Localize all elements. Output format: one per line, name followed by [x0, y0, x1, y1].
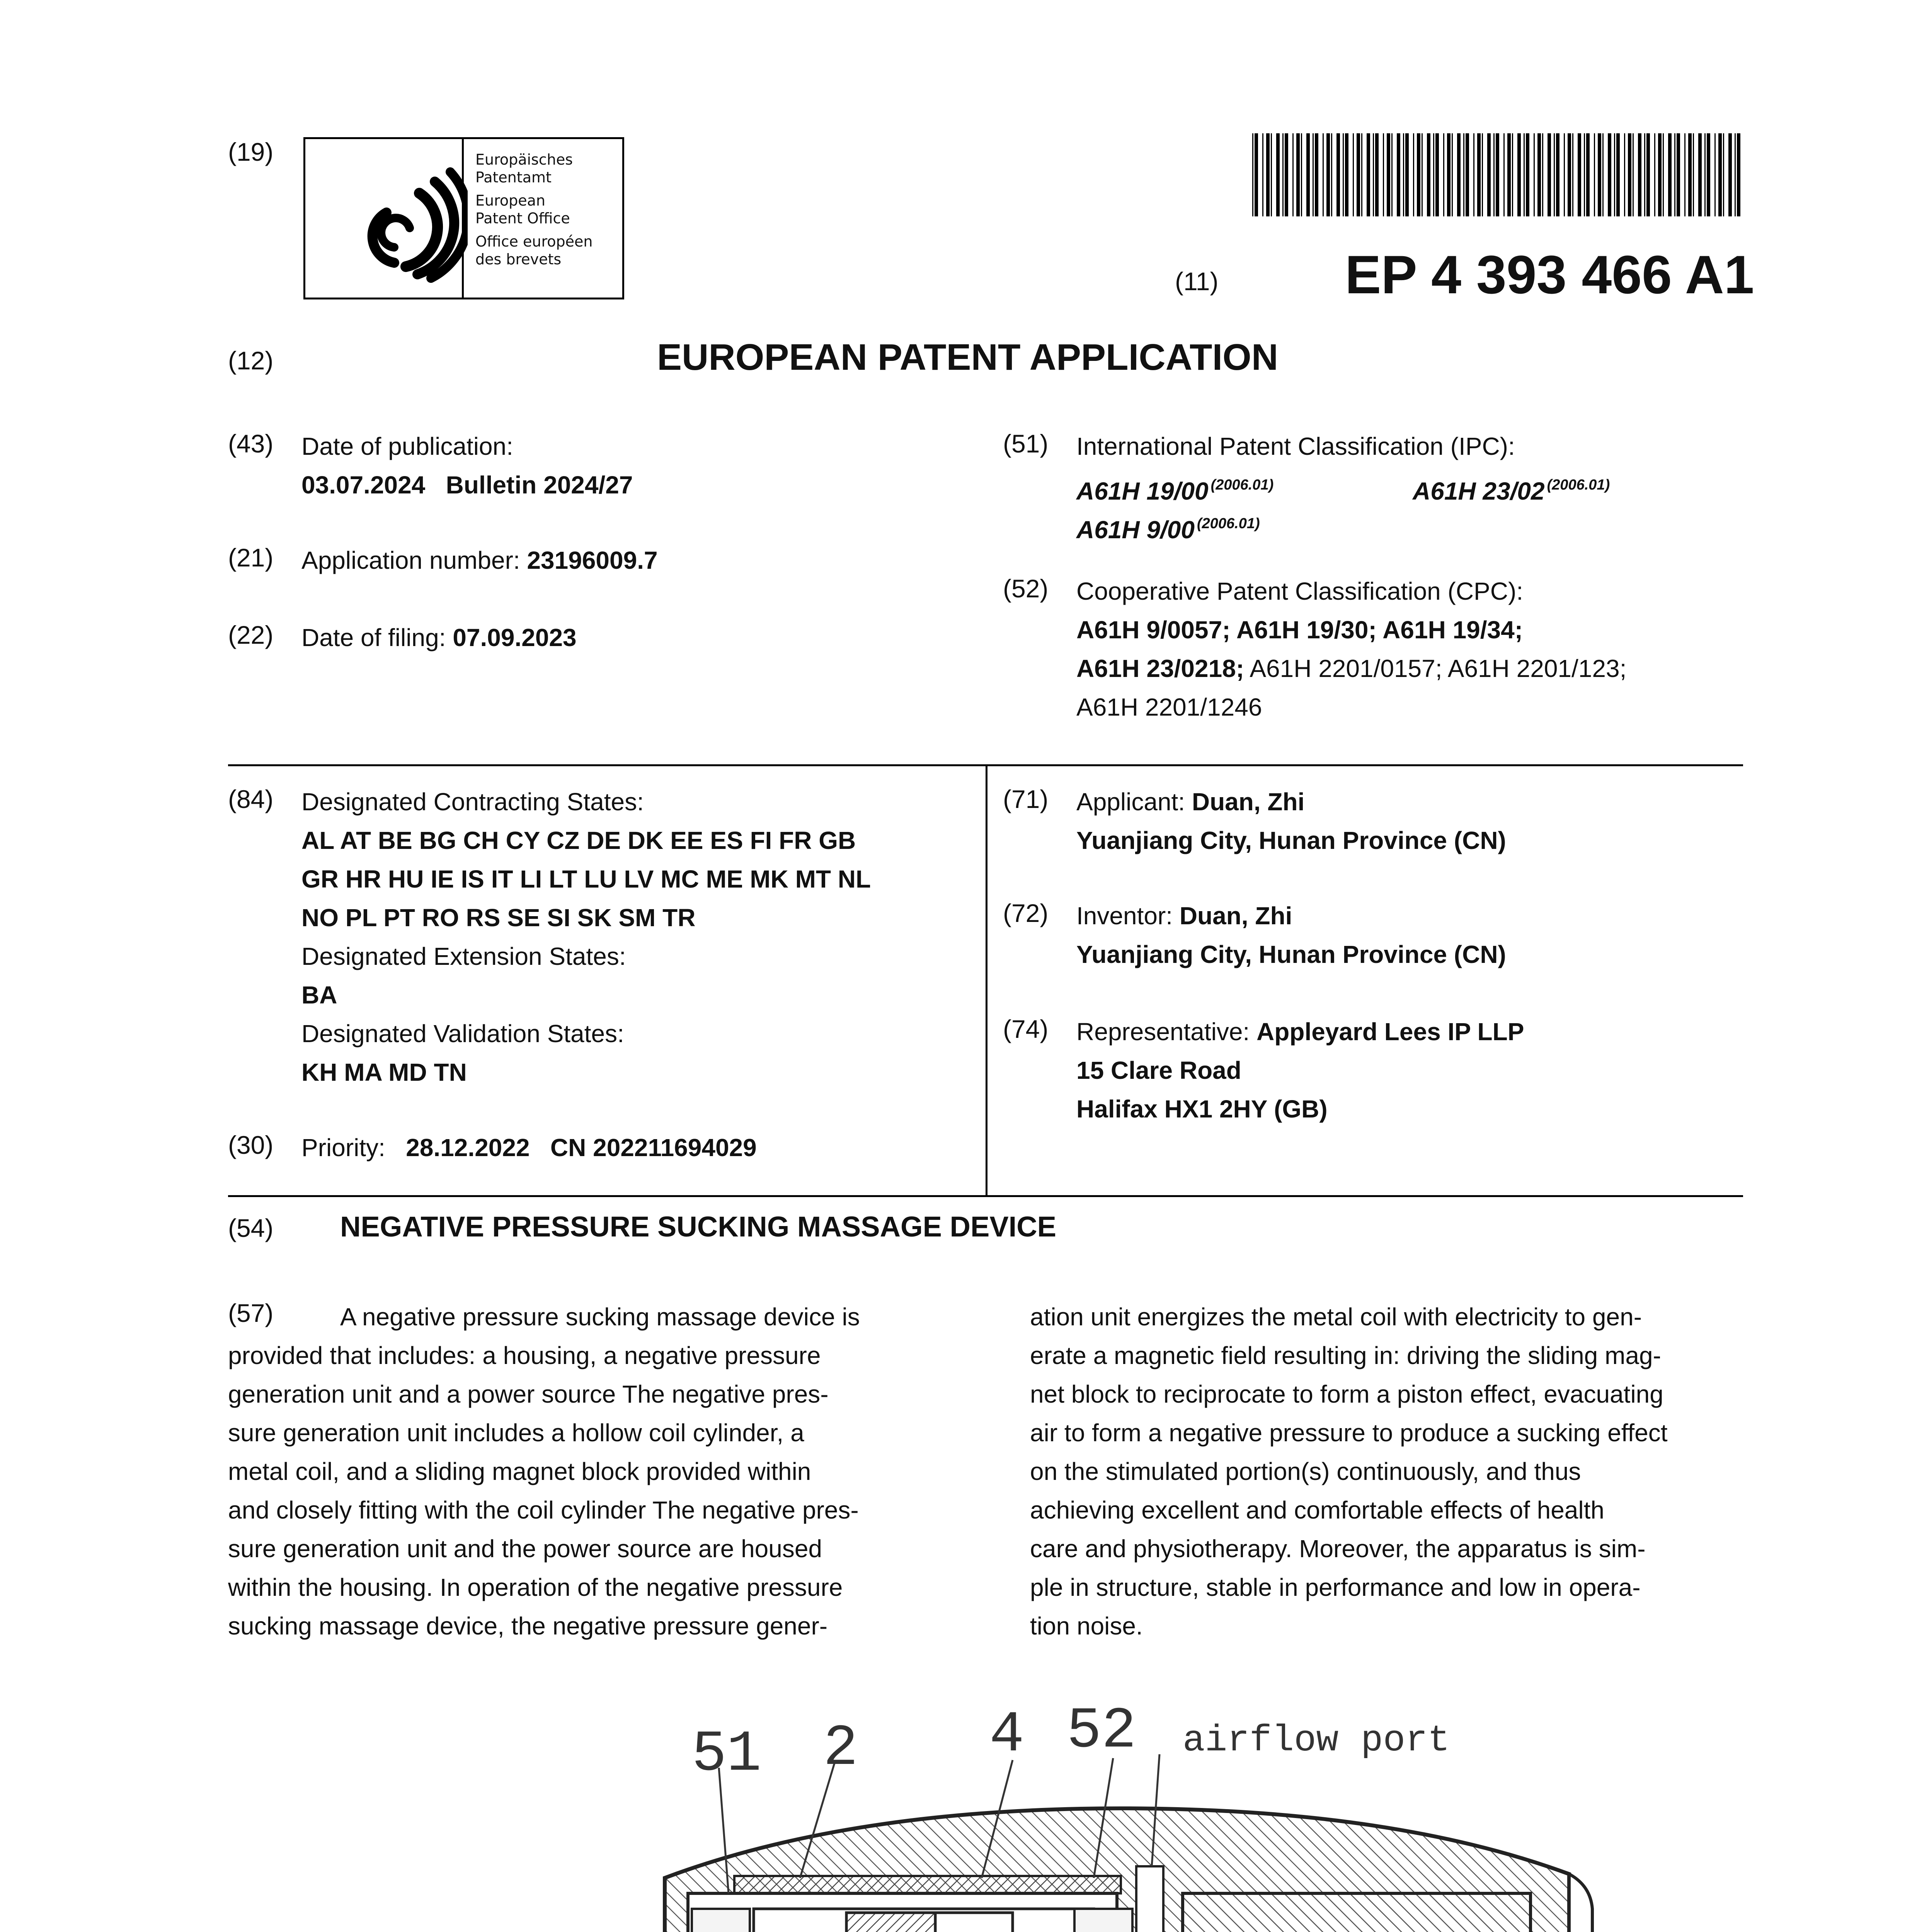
- inventor-address: Yuanjiang City, Hunan Province (CN): [1076, 940, 1506, 968]
- abstract-line: sure generation unit and the power source are housed: [228, 1535, 822, 1563]
- inid-71: (71): [1003, 785, 1049, 813]
- abstract-column-1: [228, 1298, 943, 1645]
- inid-52: (52): [1003, 574, 1049, 603]
- abstract-line: A negative pressure sucking massage device is: [340, 1303, 860, 1331]
- abstract-line: on the stimulated portion(s) continuously, and thus: [1030, 1458, 1581, 1485]
- abstract-line: within the housing. In operation of the negative pressure: [228, 1573, 843, 1601]
- publication-date-value: 03.07.2024 Bulletin 2024/27: [301, 471, 633, 499]
- inid-74: (74): [1003, 1015, 1049, 1043]
- cpc-line-1: A61H 9/0057; A61H 19/30; A61H 19/34;: [1076, 616, 1523, 644]
- ipc-code-2: A61H 23/02: [1413, 477, 1545, 505]
- ipc-code-3: A61H 9/00: [1076, 516, 1195, 544]
- applicant-address: Yuanjiang City, Hunan Province (CN): [1076, 827, 1506, 854]
- inid-11: (11): [1175, 267, 1219, 296]
- abstract-line: sucking massage device, the negative pressure gener-: [228, 1612, 828, 1640]
- application-number-value: 23196009.7: [527, 546, 658, 574]
- inid-84: (84): [228, 785, 274, 813]
- abstract-line: erate a magnetic field resulting in: driving the sliding mag-: [1030, 1342, 1661, 1369]
- abstract-line: sure generation unit includes a hollow coil cylinder, a: [228, 1419, 804, 1447]
- inid-19: (19): [228, 138, 274, 166]
- right-magnet: [1074, 1909, 1132, 1932]
- applicant-label: Applicant:: [1076, 788, 1192, 816]
- cpc-line-2-rest: A61H 2201/0157; A61H 2201/123;: [1244, 655, 1627, 682]
- abstract-line: tion noise.: [1030, 1612, 1143, 1640]
- left-magnet: [692, 1909, 750, 1932]
- power-source: [1183, 1893, 1531, 1932]
- abstract-line: net block to reciprocate to form a piston effect, evacuating: [1030, 1380, 1663, 1408]
- epo-name-fr-2: des brevets: [475, 251, 562, 268]
- representative-name: Appleyard Lees IP LLP: [1256, 1018, 1524, 1046]
- ipc-code-1: A61H 19/00: [1076, 477, 1209, 505]
- priority-label: Priority:: [301, 1134, 385, 1162]
- cpc-line-3: A61H 2201/1246: [1076, 693, 1262, 721]
- abstract-line: provided that includes: a housing, a negative pressure: [228, 1342, 821, 1369]
- cpc-label: Cooperative Patent Classification (CPC):: [1076, 577, 1524, 605]
- inventor-label: Inventor:: [1076, 902, 1180, 930]
- coil-band-top: [734, 1876, 1121, 1893]
- abstract-line: achieving excellent and comfortable effects of health: [1030, 1496, 1604, 1524]
- biblio-rule-bottom: [228, 1195, 1743, 1197]
- representative-label: Representative:: [1076, 1018, 1257, 1046]
- inventor-name: Duan, Zhi: [1179, 902, 1292, 930]
- priority-value: 28.12.2022 CN 202211694029: [406, 1134, 757, 1162]
- ipc-version-2: (2006.01): [1547, 477, 1610, 493]
- abstract-column-2: [1030, 1298, 1743, 1645]
- representative-address-1: 15 Clare Road: [1076, 1056, 1241, 1084]
- abstract-line: and closely fitting with the coil cylinder The negative pres-: [228, 1496, 859, 1524]
- abstract-line: generation unit and a power source The negative pres-: [228, 1380, 829, 1408]
- logo-divider: [462, 139, 464, 298]
- epo-logo-box: [303, 137, 624, 299]
- epo-name-en-1: European: [475, 192, 546, 209]
- cpc-line-2-bold: A61H 23/0218;: [1076, 655, 1245, 682]
- abstract-line: ation unit energizes the metal coil with electricity to gen-: [1030, 1303, 1642, 1331]
- inid-54: (54): [228, 1214, 274, 1242]
- abstract-line: metal coil, and a sliding magnet block provided within: [228, 1458, 811, 1485]
- end-cap: [1569, 1874, 1592, 1932]
- inid-12: (12): [228, 346, 274, 375]
- barcode: [1252, 133, 1741, 216]
- validation-states-label: Designated Validation States:: [301, 1020, 624, 1048]
- document-type: EUROPEAN PATENT APPLICATION: [657, 337, 1279, 378]
- ipc-label: International Patent Classification (IPC):: [1076, 432, 1515, 460]
- representative-address-2: Halifax HX1 2HY (GB): [1076, 1095, 1328, 1123]
- contracting-states-line-1: AL AT BE BG CH CY CZ DE DK EE ES FI FR GB: [301, 827, 856, 854]
- airflow-port-top-label: airflow port: [1183, 1719, 1450, 1762]
- ipc-version-1: (2006.01): [1210, 477, 1274, 493]
- sliding-magnet: [846, 1913, 935, 1932]
- sliding-magnet-n: [935, 1913, 1013, 1932]
- application-number-label: Application number:: [301, 546, 527, 574]
- inid-72: (72): [1003, 899, 1049, 927]
- epo-name-en-2: Patent Office: [475, 210, 570, 227]
- publication-number: EP 4 393 466 A1: [1345, 244, 1754, 305]
- ref-2: 2: [823, 1716, 858, 1782]
- inid-21: (21): [228, 543, 274, 572]
- ref-52: 52: [1067, 1699, 1137, 1764]
- extension-states-label: Designated Extension States:: [301, 942, 626, 970]
- contracting-states-line-2: GR HR HU IE IS IT LI LT LU LV MC ME MK MT NL: [301, 865, 871, 893]
- abstract-line: air to form a negative pressure to produce a sucking effect: [1030, 1419, 1668, 1447]
- ipc-version-3: (2006.01): [1197, 515, 1260, 532]
- applicant-name: Duan, Zhi: [1192, 788, 1305, 816]
- epo-name-fr-1: Office européen: [475, 233, 593, 250]
- abstract-line: care and physiotherapy. Moreover, the apparatus is sim-: [1030, 1535, 1646, 1563]
- inid-22: (22): [228, 621, 274, 649]
- publication-date-label: Date of publication:: [301, 432, 513, 460]
- filing-date-label: Date of filing:: [301, 624, 453, 651]
- airflow-channel: [1136, 1866, 1163, 1932]
- ref-4: 4: [989, 1702, 1025, 1768]
- invention-title: NEGATIVE PRESSURE SUCKING MASSAGE DEVICE: [340, 1211, 1057, 1243]
- inid-43: (43): [228, 429, 274, 458]
- abstract-line: ple in structure, stable in performance and low in opera-: [1030, 1573, 1641, 1601]
- extension-states-value: BA: [301, 981, 337, 1009]
- figure-drawing: [348, 1692, 1623, 1932]
- contracting-states-label: Designated Contracting States:: [301, 788, 644, 816]
- validation-states-value: KH MA MD TN: [301, 1058, 467, 1086]
- inid-57: (57): [228, 1299, 274, 1327]
- contracting-states-line-3: NO PL PT RO RS SE SI SK SM TR: [301, 904, 696, 932]
- epo-name-de-1: Europäisches: [475, 151, 573, 168]
- inid-51: (51): [1003, 429, 1049, 458]
- biblio-rule-middle: [986, 764, 987, 1197]
- inid-30: (30): [228, 1131, 274, 1159]
- epo-logo-icon: [336, 151, 468, 290]
- epo-name-de-2: Patentamt: [475, 169, 552, 186]
- ref-51: 51: [692, 1722, 762, 1787]
- filing-date-value: 07.09.2023: [453, 624, 577, 651]
